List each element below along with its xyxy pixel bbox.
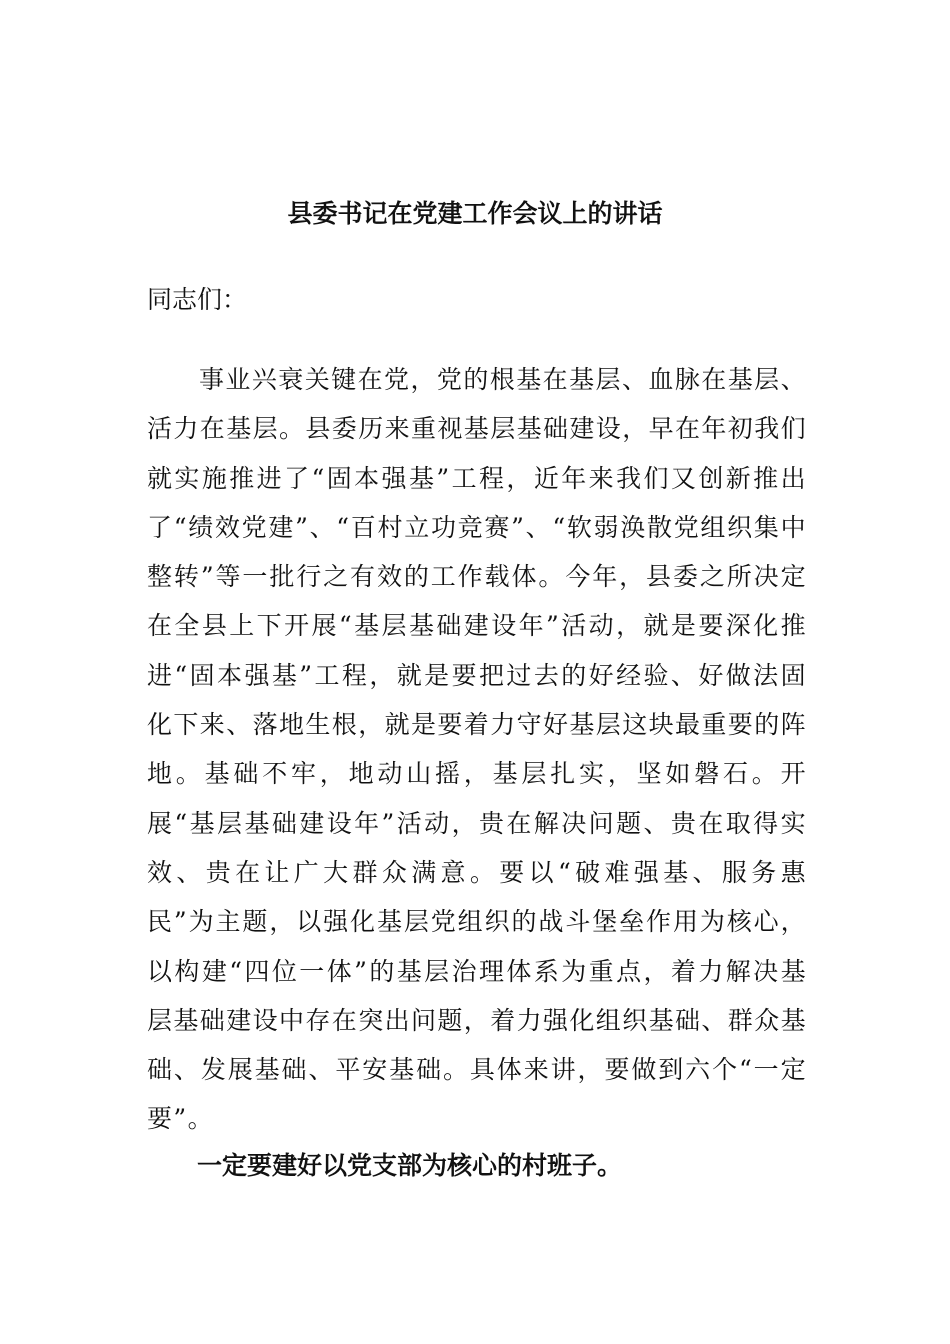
body-paragraph: 事业兴衰关键在党，党的根基在基层、血脉在基层、活力在基层。县委历来重视基层基础建设，早在年初我们就实施推进了“固本强基”工程，近年来我们又创新推出了“绩效党建”、“百村立功竞赛”、“软弱涣散党组织集中整转”等一批行之有效的工作载体。今年，县委之所决定在全县上下开展“基层基础建设年”活动，就是要深化推进“固本强基”工程，就是要把过去的好经验、好做法固化下来、落地生根，就是要着力守好基层这块最重要的阵地。基础不牢，地动山摇，基层扎实，坚如磐石。开展“基层基础建设年”活动，贵在解决问题、贵在取得实效、贵在让广大群众满意。要以“破难强基、服务惠民”为主题，以强化基层党组织的战斗堡垒作用为核心，以构建“四位一体”的基层治理体系为重点，着力解决基层基础建设中存在突出问题，着力强化组织基础、群众基础、发展基础、平安基础。具体来讲，要做到六个“一定要”。 [147,365,808,1134]
section-heading: 一定要建好以党支部为核心的村班子。 [197,1151,623,1180]
salutation: 同志们： [147,285,248,314]
page-title: 县委书记在党建工作会议上的讲话 [287,199,663,228]
